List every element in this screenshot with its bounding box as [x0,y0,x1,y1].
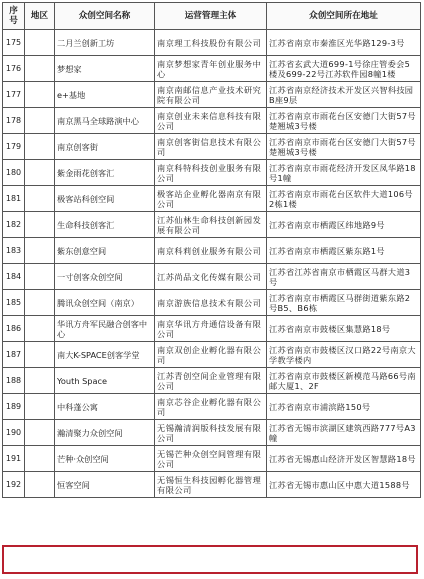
cell-region [25,186,55,212]
cell-operator: 江苏尚品文化传媒有限公司 [155,264,267,290]
cell-address: 江苏省南京市栖霞区紫东路1号 [267,238,421,264]
cell-address: 江苏省南京市鼓楼区集慧路18号 [267,316,421,342]
cell-operator: 南京芯谷企业孵化器有限公司 [155,394,267,420]
cell-name: 南大K-SPACE创客学堂 [55,342,155,368]
cell-operator: 南京华讯方舟通信设备有限公司 [155,316,267,342]
cell-address: 江苏省南京市鼓楼区新模范马路66号南邮大厦1、2F [267,368,421,394]
cell-operator: 无锡芒种众创空间管理有限公司 [155,446,267,472]
table-row [3,420,421,446]
cell-operator: 南京双创企业孵化器有限公司 [155,342,267,368]
table-row [3,238,421,264]
cell-no: 181 [3,186,25,212]
cell-no: 187 [3,342,25,368]
cell-no: 184 [3,264,25,290]
cell-address: 江苏省江苏省南京市栖霞区马群大道3号 [267,264,421,290]
header-address: 众创空间所在地址 [267,3,421,30]
cell-address: 江苏省无锡市惠山区中惠大道1588号 [267,472,421,498]
table-row [3,290,421,316]
cell-no: 179 [3,134,25,160]
cell-operator: 南京南邮信息产业技术研究院有限公司 [155,82,267,108]
cell-region [25,316,55,342]
cell-operator: 南京科莉创业服务有限公司 [155,238,267,264]
table-row [3,316,421,342]
cell-region [25,108,55,134]
cell-no: 178 [3,108,25,134]
table-row [3,264,421,290]
header-name: 众创空间名称 [55,3,155,30]
cell-address: 江苏省南京市栖霞区纬地路9号 [267,212,421,238]
cell-name: 中科蓬公寓 [55,394,155,420]
cell-address: 江苏省南京市栖霞区马群街道紫东路2号B5、B6栋 [267,290,421,316]
cell-region [25,134,55,160]
cell-operator: 江苏仙林生命科技创新园发展有限公司 [155,212,267,238]
table-row [3,342,421,368]
cell-name: e+基地 [55,82,155,108]
cell-region [25,472,55,498]
table-row [3,56,421,82]
table-row [3,30,421,56]
cell-operator: 南京游族信息技术有限公司 [155,290,267,316]
cell-region [25,160,55,186]
cell-name: 恒客空间 [55,472,155,498]
cell-name: 一寸创客众创空间 [55,264,155,290]
cell-name: 腾讯众创空间（南京） [55,290,155,316]
table-row [3,160,421,186]
table-wrapper [2,2,420,498]
cell-name: 紫金雨花创客汇 [55,160,155,186]
cell-address: 江苏省南京市秦淮区光华路129-3号 [267,30,421,56]
cell-no: 177 [3,82,25,108]
cell-operator: 南京创业未来信息科技有限公司 [155,108,267,134]
cell-name: 南京黑马全球路演中心 [55,108,155,134]
table-row [3,134,421,160]
cell-operator: 南京科特科技创业服务有限公司 [155,160,267,186]
cell-region [25,394,55,420]
table-row [3,212,421,238]
table-body [3,30,421,498]
cell-name: 极客站科创空间 [55,186,155,212]
header-operator: 运营管理主体 [155,3,267,30]
cell-address: 江苏省南京经济技术开发区兴智科技园B座9层 [267,82,421,108]
cell-name: 瀚清聚力众创空间 [55,420,155,446]
cell-address: 江苏省南京市雨花台区安德门大街57号楚翘城3号楼 [267,134,421,160]
cell-region [25,290,55,316]
cell-name: 生命科技创客汇 [55,212,155,238]
cell-name: 芒种·众创空间 [55,446,155,472]
table-row [3,368,421,394]
cell-no: 188 [3,368,25,394]
table-row [3,472,421,498]
table-header-row [3,3,421,30]
cell-operator: 南京梦想家青年创业服务中心 [155,56,267,82]
cell-region [25,212,55,238]
header-region: 地区 [25,3,55,30]
cell-region [25,82,55,108]
cell-address: 江苏省无锡市滨湖区建筑西路777号A3幢 [267,420,421,446]
table-row [3,394,421,420]
cell-region [25,368,55,394]
cell-no: 180 [3,160,25,186]
cell-operator: 极客站企业孵化器南京有限公司 [155,186,267,212]
table-row [3,82,421,108]
cell-name: 紫东创意空间 [55,238,155,264]
cell-address: 江苏省南京市鼓楼区汉口路22号南京大学教学楼内 [267,342,421,368]
cell-region [25,342,55,368]
cell-region [25,238,55,264]
cell-name: 二月兰创新工坊 [55,30,155,56]
maker-space-table [2,2,421,498]
cell-operator: 江苏青创空间企业管理有限公司 [155,368,267,394]
cell-address: 江苏省南京市雨花台区软件大道106号2栋1楼 [267,186,421,212]
cell-name: Youth Space [55,368,155,394]
cell-name: 南京创客街 [55,134,155,160]
table-row [3,108,421,134]
cell-name: 华讯方舟军民融合创客中心 [55,316,155,342]
cell-operator: 南京理工科技股份有限公司 [155,30,267,56]
cell-no: 185 [3,290,25,316]
cell-no: 186 [3,316,25,342]
cell-address: 江苏省无锡惠山经济开发区智慧路18号 [267,446,421,472]
cell-region [25,420,55,446]
cell-operator: 无锡瀚清润版科技发展有限公司 [155,420,267,446]
cell-no: 189 [3,394,25,420]
cell-address: 江苏省南京市雨花经济开发区凤华路18号1幢 [267,160,421,186]
cell-no: 183 [3,238,25,264]
cell-address: 江苏省南京市浦滨路150号 [267,394,421,420]
cell-operator: 南京创客街信息技术有限公司 [155,134,267,160]
cell-region [25,264,55,290]
table-row [3,186,421,212]
cell-no: 182 [3,212,25,238]
cell-address: 江苏省南京市雨花台区安德门大街57号楚翘城3号楼 [267,108,421,134]
cell-no: 176 [3,56,25,82]
cell-no: 192 [3,472,25,498]
cell-no: 191 [3,446,25,472]
cell-no: 175 [3,30,25,56]
cell-region [25,56,55,82]
header-no: 序号 [3,3,25,30]
cell-region [25,30,55,56]
cell-name: 梦想家 [55,56,155,82]
cell-no: 190 [3,420,25,446]
cell-operator: 无锡恒生科技园孵化器管理有限公司 [155,472,267,498]
highlight-box [2,545,418,574]
cell-address: 江苏省玄武大道699-1号徐庄管委会5楼及699-22号江苏软件园8幢1楼 [267,56,421,82]
table-row [3,446,421,472]
cell-region [25,446,55,472]
